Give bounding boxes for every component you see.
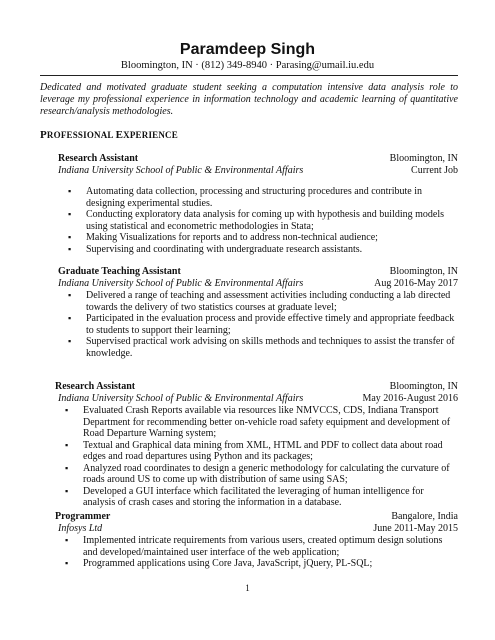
- job-entry: [58, 266, 458, 359]
- job-location: Bangalore, India: [391, 511, 458, 522]
- page-number: 1: [245, 583, 250, 593]
- job-location: Bloomington, IN: [389, 266, 458, 277]
- bullet-item: ▪ Supervised practical work advising on skills methods and techniques to assist the transfer of knowledge.: [58, 336, 458, 359]
- section-title-initial: P: [40, 129, 47, 141]
- bullet-item: ▪ Programmed applications using Core Java, JavaScript, jQuery, PL-SQL;: [55, 558, 458, 570]
- job-bullets: [55, 535, 458, 570]
- bullet-item: ▪ Analyzed road coordinates to design a generic methodology for calculating the curvature of roads around US to come up with distribution of same using SAS;: [55, 463, 458, 486]
- job-organization: Indiana University School of Public & Environmental Affairs: [58, 393, 304, 404]
- bullet-item: ▪ Participated in the evaluation process and provide effective timely and appropriate feedback to students to support their learning;: [58, 313, 458, 336]
- bullet-item: ▪ Making Visualizations for reports and to address non-technical audience;: [58, 232, 458, 244]
- job-entry: [55, 381, 458, 509]
- bullet-item: ▪ Delivered a range of teaching and assessment activities including conducting a lab directed towards the delivery of two statistics courses at graduate level;: [58, 290, 458, 313]
- job-organization: Indiana University School of Public & Environmental Affairs: [58, 165, 304, 176]
- section-title-part: XPERIENCE: [123, 130, 178, 140]
- job-bullets: [58, 290, 458, 359]
- bullet-item: ▪ Automating data collection, processing and structuring procedures and contribute in designing experimental studies.: [58, 186, 458, 209]
- summary-paragraph: Dedicated and motivated graduate student seeking a computation intensive data analysis role to leverage my professional experience in information technology and academic learning of quantitative research/analysis methodologies.: [40, 82, 458, 117]
- job-dates: May 2016-August 2016: [362, 393, 458, 404]
- bullet-item: ▪ Textual and Graphical data mining from XML, HTML and PDF to collect data about road edges and road departures using Python and its packages;: [55, 440, 458, 463]
- job-location: Bloomington, IN: [389, 153, 458, 164]
- bullet-item: ▪ Conducting exploratory data analysis for coming up with hypothesis and building models using statistical and econometric methodologies in Stata;: [58, 209, 458, 232]
- section-title-initial: E: [115, 129, 124, 141]
- bullet-item: ▪ Developed a GUI interface which facilitated the leveraging of human intelligence for analysis of crash cases and storing the information in a database.: [55, 486, 458, 509]
- job-entry: [55, 511, 458, 570]
- job-organization: Infosys Ltd: [58, 523, 103, 534]
- job-dates: Current Job: [411, 165, 458, 176]
- section-title-part: ROFESSIONAL: [46, 130, 116, 140]
- job-dates: June 2011-May 2015: [373, 523, 458, 534]
- resume-name: Paramdeep Singh: [179, 41, 316, 58]
- job-organization: Indiana University School of Public & Environmental Affairs: [58, 278, 304, 289]
- contact-line: Bloomington, IN · (812) 349-8940 · Parasing@umail.iu.edu: [120, 60, 375, 71]
- job-location: Bloomington, IN: [389, 381, 458, 392]
- job-title: Programmer: [55, 511, 111, 522]
- bullet-item: ▪ Evaluated Crash Reports available via resources like NMVCCS, CDS, Indiana Transport Department for recommending better on-vehicle road safety equipment and development of Road Departure Warning system;: [55, 405, 458, 440]
- bullet-item: ▪ Implemented intricate requirements from various users, created optimum design solutions and developed/maintained user interface of the web application;: [55, 535, 458, 558]
- job-dates: Aug 2016-May 2017: [374, 278, 458, 289]
- section-title-professional-experience: [40, 129, 178, 141]
- job-entry: [58, 153, 458, 255]
- job-bullets: [55, 405, 458, 509]
- bullet-item: ▪ Supervising and coordinating with undergraduate research assistants.: [58, 244, 458, 256]
- job-title: Graduate Teaching Assistant: [58, 266, 181, 277]
- job-title: Research Assistant: [55, 381, 136, 392]
- job-bullets: [58, 186, 458, 255]
- job-title: Research Assistant: [58, 153, 139, 164]
- header-divider: [40, 75, 458, 76]
